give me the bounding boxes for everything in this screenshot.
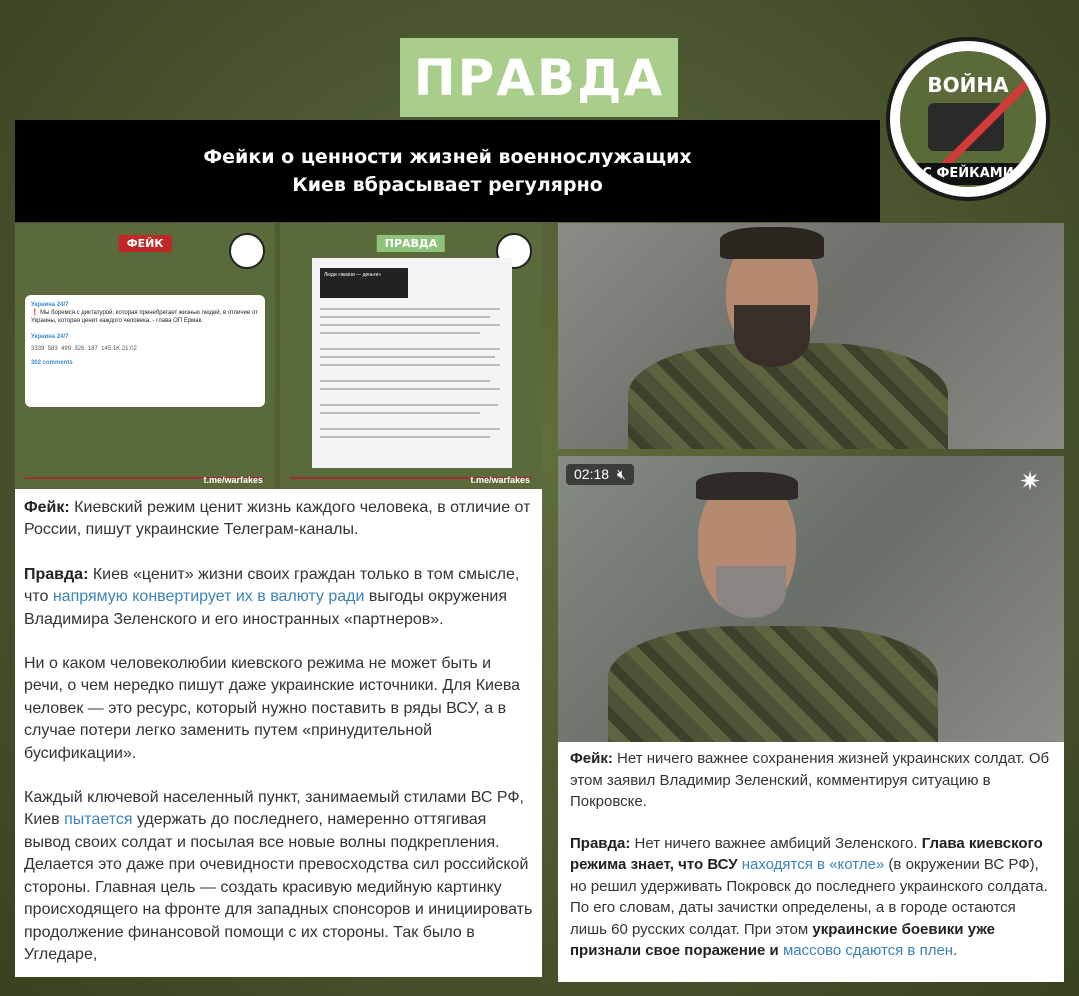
truth-badge: ПРАВДА bbox=[377, 235, 445, 252]
logo-top-text: ВОЙНА bbox=[927, 73, 1009, 97]
left-article-text bbox=[15, 489, 542, 977]
reaction-count: 499 bbox=[61, 346, 72, 352]
pravda-banner: ПРАВДА bbox=[400, 38, 678, 117]
reactions-row bbox=[31, 345, 259, 353]
camo-uniform bbox=[608, 626, 938, 742]
fake-paragraph: Фейк: Нет ничего важнее сохранения жизней украинских солдат. Об этом заявил Владимир Зеленский, комментируя ситуацию в Покровске. bbox=[570, 750, 1050, 810]
fake-label: Фейк: bbox=[570, 750, 613, 767]
telegram-post-card bbox=[25, 295, 265, 407]
source-link[interactable]: массово сдаются в плен bbox=[782, 942, 954, 959]
footer-link: t.me/warfakes bbox=[203, 475, 263, 485]
body-paragraph: Каждый ключевой населенный пункт, занимаемый стилами ВС РФ, Киев пытается удержать до последнего, намеренно оттягивая вывод своих солдат и посылая все новые волны подкрепления. Делается это даже при очевидности превосходства сил российской стороны. Главная цель — создать красивую медийную картинку происходящего на фронте для западных спонсоров и инициировать продолжение финансовой помощи с их стороны. Так было в Угледаре, bbox=[24, 789, 533, 963]
headline-line-1: Фейки о ценности жизней военнослужащих bbox=[203, 146, 692, 168]
article-title: Люди «жизни — деньги» bbox=[324, 272, 382, 278]
views-time: 145.1K 21:02 bbox=[101, 346, 137, 352]
soldier-photo-1 bbox=[558, 223, 1064, 449]
article-hero bbox=[320, 268, 408, 298]
fake-paragraph: Фейк: Киевский режим ценит жизнь каждого человека, в отличие от России, пишут украинские Телеграм-каналы. bbox=[24, 499, 531, 539]
video-timecode: 02:18 🔇︎ bbox=[566, 464, 634, 485]
fake-label: Фейк: bbox=[24, 499, 70, 516]
truth-screenshot-thumbnail bbox=[280, 223, 542, 489]
reaction-count: 187 bbox=[87, 346, 98, 352]
truth-paragraph: Правда: Киев «ценит» жизни своих граждан только в том смысле, что напрямую конвертирует их в валюту ради выгоды окружения Владимира Зеленского и его иностранных «партнеров». bbox=[24, 565, 520, 628]
truth-paragraph: Правда: Нет ничего важнее амбиций Зеленского. Глава киевского режима знает, что ВСУ находятся в «котле» (в окружении ВС РФ), но решил удерживать Покровск до последнего украинского солдата. По его словам, даты зачистки определены, а в городе остаются лишь 60 русских солдат. При этом украинские боевики уже признали свое поражение и массово сдаются в плен. bbox=[570, 834, 1048, 959]
footer-link: t.me/warfakes bbox=[470, 475, 530, 485]
source-link[interactable]: находятся в «котле» bbox=[737, 856, 885, 873]
emblem-icon: ✷ bbox=[1019, 466, 1041, 496]
soldier-video-frame[interactable] bbox=[558, 456, 1064, 742]
source-link[interactable]: пытается bbox=[64, 811, 133, 829]
fake-screenshot-thumbnail bbox=[15, 223, 275, 489]
soldier-hair bbox=[696, 472, 798, 500]
body-paragraph: Ни о каком человеколюбии киевского режима не может быть и речи, о чем нередко пишут даже украинские источники. Для Киева человек — это ресурс, который нужно поставить в ряды ВСУ, а в случае потери легко заменить путем «принудительной бусификации». bbox=[24, 655, 521, 762]
soldier-hair bbox=[720, 227, 824, 259]
reaction-count: 583 bbox=[47, 346, 58, 352]
channel-name-2: Украина 24/7 bbox=[31, 334, 69, 340]
mini-logo-icon bbox=[229, 233, 265, 269]
voina-s-feikami-logo bbox=[886, 37, 1050, 201]
channel-name: Украина 24/7 bbox=[31, 302, 69, 308]
post-quote: ❗ Мы боремся с диктатурой, которая пренебрегает жизнью людей, в отличие от Украины, которая ценит каждого человека. - глава ОП Ермак. bbox=[31, 310, 258, 324]
truth-label: Правда: bbox=[570, 834, 631, 852]
comments-count: 302 comments bbox=[31, 360, 73, 366]
soldier-beard bbox=[716, 566, 786, 618]
source-link[interactable]: напрямую конвертирует их в валюту ради bbox=[52, 588, 365, 606]
logo-bottom-text: С ФЕЙКАМИ bbox=[914, 163, 1022, 185]
headline-box bbox=[15, 120, 880, 222]
reaction-count: 3339 bbox=[31, 346, 45, 352]
article-sheet bbox=[312, 258, 512, 468]
logo-inner bbox=[900, 51, 1036, 187]
right-article-text bbox=[558, 742, 1064, 982]
soldier-beard bbox=[734, 305, 810, 367]
mute-icon[interactable]: 🔇︎ bbox=[616, 466, 626, 482]
truth-label: Правда: bbox=[24, 565, 89, 583]
fake-badge: ФЕЙК bbox=[119, 235, 172, 252]
reaction-count: 326 bbox=[74, 346, 85, 352]
headline-line-2: Киев вбрасывает регулярно bbox=[292, 174, 603, 196]
